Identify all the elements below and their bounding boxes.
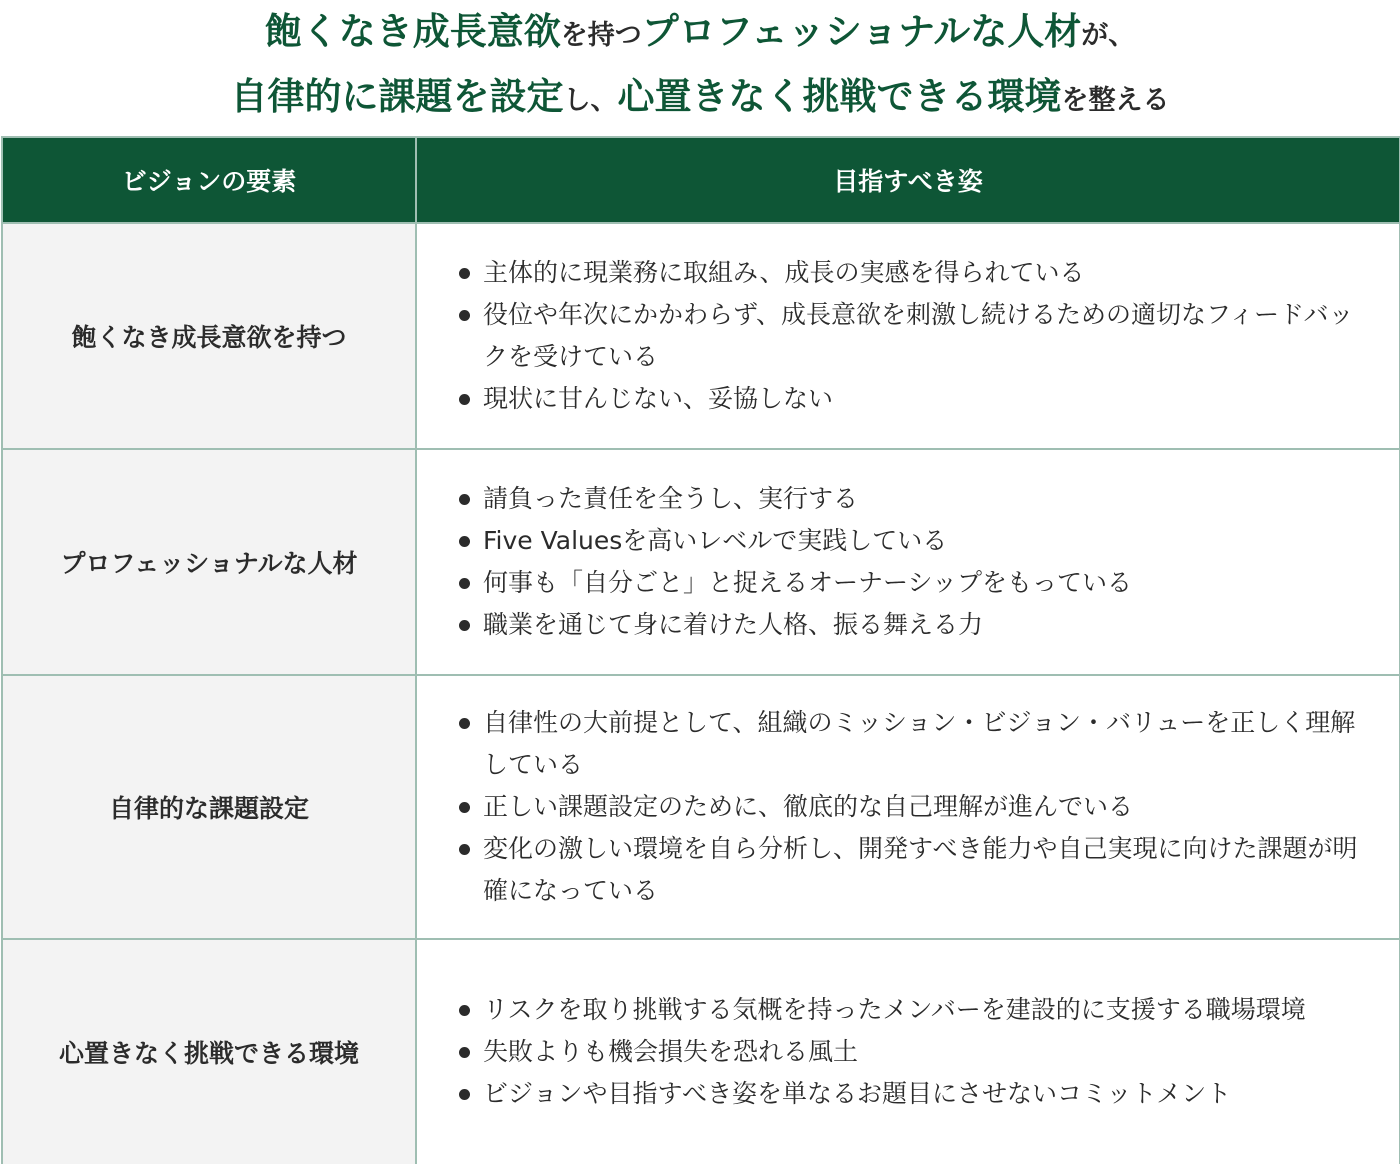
vision-element-label: 飽くなき成長意欲を持つ [2,223,416,449]
vision-element-label: プロフェッショナルな人材 [2,449,416,675]
vision-table [1,136,1400,1164]
goal-item: 職業を通じて身に着けた人格、振る舞える力 [457,604,1359,646]
heading-emphasis: 飽くなき成長意欲 [264,10,561,53]
heading-emphasis: プロフェッショナルな人材 [641,10,1082,53]
heading-text: が、 [1081,20,1136,51]
table-row [2,939,1400,1164]
goal-item: 変化の激しい環境を自ら分析し、開発すべき能力や自己実現に向けた課題が明確になっている [457,828,1359,912]
goal-list [457,702,1359,912]
goal-item: 現状に甘んじない、妥協しない [457,378,1359,420]
vision-element-label: 自律的な課題設定 [2,675,416,939]
table-row [2,223,1400,449]
table-row [2,675,1400,939]
goal-item: ビジョンや目指すべき姿を単なるお題目にさせないコミットメント [457,1073,1359,1115]
heading-emphasis: 自律的に課題を設定 [230,75,564,118]
goal-item: 役位や年次にかかわらず、成長意欲を刺激し続けるための適切なフィードバックを受けている [457,294,1359,378]
goal-cell [416,449,1400,675]
goal-item: 失敗よりも機会損失を恐れる風土 [457,1031,1359,1073]
heading-text: を持つ [560,20,642,51]
heading-text: を整える [1061,85,1170,116]
heading-line-1 [265,3,1136,68]
goal-cell [416,675,1400,939]
vision-element-label: 心置きなく挑戦できる環境 [2,939,416,1164]
page-heading [0,0,1400,136]
goal-list [457,989,1359,1115]
goal-list [457,252,1359,420]
goal-item: リスクを取り挑戦する気概を持ったメンバーを建設的に支援する職場環境 [457,989,1359,1031]
goal-item: 何事も「自分ごと」と捉えるオーナーシップをもっている [457,562,1359,604]
heading-text: し、 [563,85,618,116]
heading-line-2 [231,68,1170,133]
goal-item: 自律性の大前提として、組織のミッション・ビジョン・バリューを正しく理解している [457,702,1359,786]
column-header-element: ビジョンの要素 [2,137,416,223]
goal-item: 正しい課題設定のために、徹底的な自己理解が進んでいる [457,786,1359,828]
goal-item: 主体的に現業務に取組み、成長の実感を得られている [457,252,1359,294]
table-header-row [2,137,1400,223]
column-header-goal: 目指すべき姿 [416,137,1400,223]
goal-item: 請負った責任を全うし、実行する [457,478,1359,520]
table-row [2,449,1400,675]
goal-list [457,478,1359,646]
goal-cell [416,223,1400,449]
goal-cell [416,939,1400,1164]
heading-emphasis: 心置きなく挑戦できる環境 [617,75,1062,118]
goal-item: Five Valuesを高いレベルで実践している [457,520,1359,562]
